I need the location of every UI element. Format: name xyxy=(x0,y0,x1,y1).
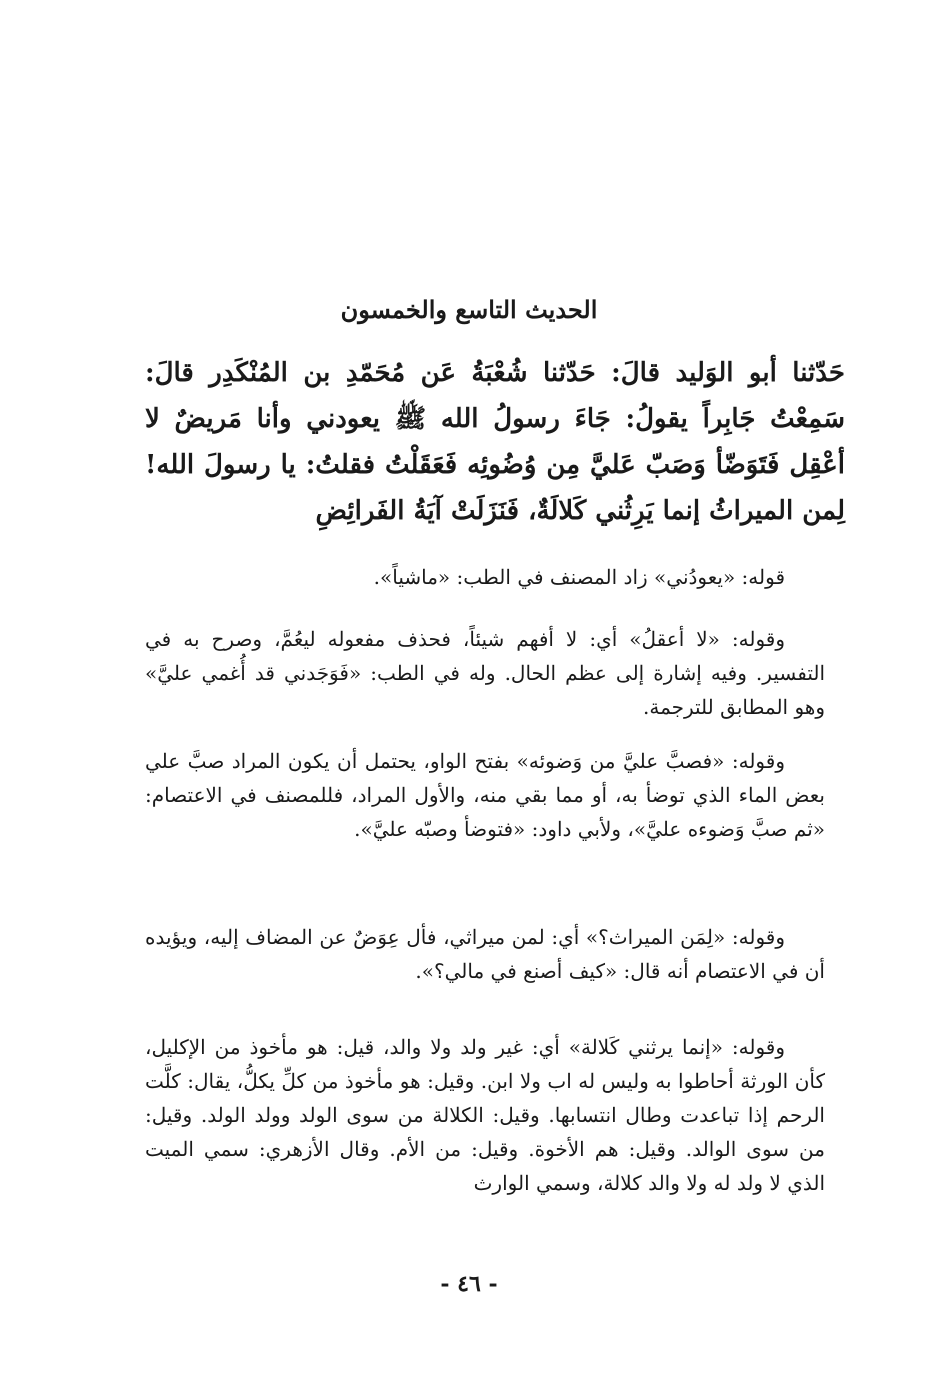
commentary-paragraph-4: وقوله: «لِمَن الميراث؟» أي: لمن ميراثي، فأل عِوَضٌ عن المضاف إليه، ويؤيده أن في الاعتصام أنه قال: «كيف أصنع في مالي؟». xyxy=(145,925,825,983)
chapter-title: الحديث التاسع والخمسون xyxy=(340,295,598,324)
commentary-paragraph-1: قوله: «يعودُني» زاد المصنف في الطب: «ماشياً». xyxy=(373,565,785,589)
commentary-paragraph-3: وقوله: «فصبَّ عليَّ من وَضوئه» بفتح الواو، يحتمل أن يكون المراد صبَّ علي بعض الماء الذي توضأ به، أو مما بقي منه، والأول المراد، فللمصنف في الاعتصام: «ثم صبَّ وَضوءه عليَّ»، ولأبي داود: «فتوضأ وصبّه عليَّ». xyxy=(145,749,825,841)
commentary-paragraph-5: وقوله: «إنما يرثني كَلالة» أي: غير ولد ولا والد، قيل: هو مأخوذ من الإكليل، كأن الورثة أحاطوا به وليس له اب ولا ابن. وقيل: هو مأخوذ من كلِّ يكلُّ، يقال: كلَّت الرحم إذا تباعدت وطال انتسابها. وقيل: الكلالة من سوى الولد وولد الولد. وقيل: من سوى الوالد. وقيل: هم الأخوة. وقيل: من الأم. وقال الأزهري: سمي الميت الذي لا ولد له ولا والد كلالة، وسمي الوارث xyxy=(145,1035,825,1195)
commentary-paragraph-2: وقوله: «لا أعقلُ» أي: لا أفهم شيئاً، فحذف مفعوله ليعُمَّ، وصرح به في التفسير. وفيه إشارة إلى عظم الحال. وله في الطب: «فَوَجَدني قد أُغمي عليَّ» وهو المطابق للترجمة. xyxy=(145,627,825,719)
hadith-text: حَدّثنا أبو الوَليد قالَ: حَدّثنا شُعْبَةُ عَن مُحَمّدِ بن المُنْكَدِر قالَ: سَمِعْتُ جَابِراً يقولُ: جَاءَ رسولُ الله ﷺ يعودني وأنا مَريضٌ لا أعْقِل فَتَوَضّأ وَصَبّ عَليَّ مِن وُضُوئِه فَعَقَلْتُ فقلتُ: يا رسولَ الله! لِمن الميراثُ إنما يَرِثُني كَلالَةٌ، فَنَزَلَتْ آيَةُ الفَرائِضِ xyxy=(145,358,845,526)
page-number: - ٤٦ - xyxy=(440,1271,498,1297)
